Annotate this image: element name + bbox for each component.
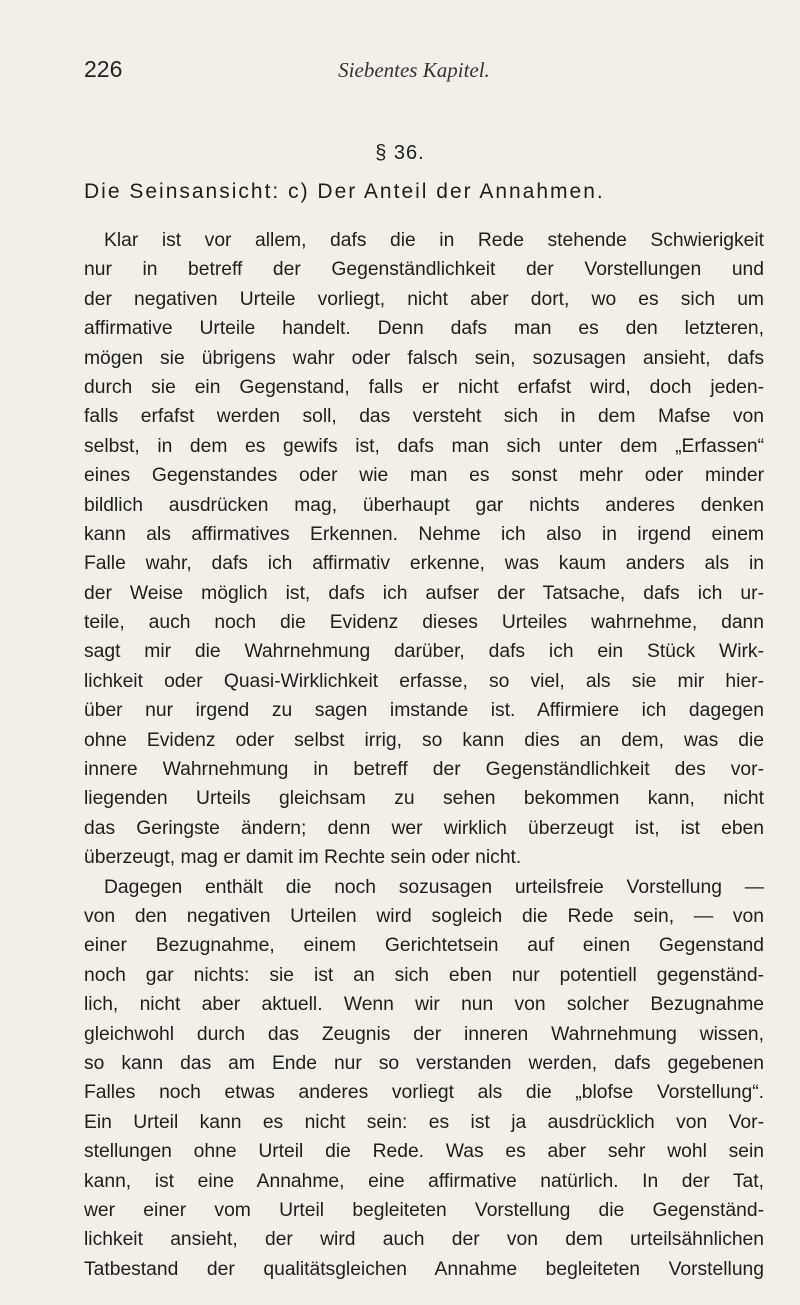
text-line: das Geringste ändern; denn wer wirklich überzeugt ist, ist eben xyxy=(84,817,764,839)
body-text xyxy=(84,226,764,1284)
text-line: kann, ist eine Annahme, eine affirmative natürlich. In der Tat, xyxy=(84,1170,764,1192)
text-line: durch sie ein Gegenstand, falls er nicht erfafst wird, doch jeden- xyxy=(84,376,764,398)
section-number: § 36. xyxy=(375,142,425,164)
text-line: eines Gegenstandes oder wie man es sonst mehr oder minder xyxy=(84,465,764,487)
text-line: der Weise möglich ist, dafs ich aufser der Tatsache, dafs ich ur- xyxy=(84,582,764,604)
text-line: innere Wahrnehmung in betreff der Gegenständlichkeit des vor- xyxy=(84,759,764,781)
section-heading: Die Seinsansicht: c) Der Anteil der Annahmen. xyxy=(84,180,605,203)
text-line: affirmative Urteile handelt. Denn dafs man es den letzteren, xyxy=(84,318,764,340)
text-line: so kann das am Ende nur so verstanden werden, dafs gegebenen xyxy=(84,1052,764,1074)
text-line: falls erfafst werden soll, das versteht sich in dem Mafse von xyxy=(84,406,764,428)
running-title: Siebentes Kapitel. xyxy=(338,58,490,82)
text-line: der negativen Urteile vorliegt, nicht aber dort, wo es sich um xyxy=(84,288,764,310)
page-header xyxy=(84,56,744,86)
text-line: mögen sie übrigens wahr oder falsch sein, sozusagen ansieht, dafs xyxy=(84,347,764,369)
text-line: lichkeit ansieht, der wird auch der von dem urteilsähnlichen xyxy=(84,1229,764,1251)
page-number: 226 xyxy=(84,56,123,82)
text-line: Ein Urteil kann es nicht sein: es ist ja ausdrücklich von Vor- xyxy=(84,1111,764,1133)
text-line: gleichwohl durch das Zeugnis der inneren Wahrnehmung wissen, xyxy=(84,1023,764,1045)
text-line: Tatbestand der qualitätsgleichen Annahme begleiteten Vorstellung xyxy=(84,1258,764,1280)
text-line: lich, nicht aber aktuell. Wenn wir nun von solcher Bezugnahme xyxy=(84,994,764,1016)
text-line: Falle wahr, dafs ich affirmativ erkenne, was kaum anders als in xyxy=(84,553,764,575)
text-line: bildlich ausdrücken mag, überhaupt gar nichts anderes denken xyxy=(84,494,764,516)
text-line: lichkeit oder Quasi-Wirklichkeit erfasse, so viel, als sie mir hier- xyxy=(84,670,764,692)
text-line: ohne Evidenz oder selbst irrig, so kann dies an dem, was die xyxy=(84,729,764,751)
text-line: Dagegen enthält die noch sozusagen urteilsfreie Vorstellung — xyxy=(104,876,764,898)
text-line: noch gar nichts: sie ist an sich eben nur potentiell gegenständ- xyxy=(84,964,764,986)
text-line: selbst, in dem es gewifs ist, dafs man sich unter dem „Erfassen“ xyxy=(84,435,764,457)
text-line: stellungen ohne Urteil die Rede. Was es aber sehr wohl sein xyxy=(84,1141,764,1163)
text-line: liegenden Urteils gleichsam zu sehen bekommen kann, nicht xyxy=(84,788,764,810)
text-line: von den negativen Urteilen wird sogleich die Rede sein, — von xyxy=(84,905,764,927)
text-line: teile, auch noch die Evidenz dieses Urteiles wahrnehme, dann xyxy=(84,612,764,634)
text-line: einer Bezugnahme, einem Gerichtetsein auf einen Gegenstand xyxy=(84,935,764,957)
text-line: Klar ist vor allem, dafs die in Rede stehende Schwierigkeit xyxy=(104,230,764,251)
text-line: wer einer vom Urteil begleiteten Vorstellung die Gegenständ- xyxy=(84,1199,764,1221)
text-line: über nur irgend zu sagen imstande ist. Affirmiere ich dagegen xyxy=(84,700,764,722)
text-line: überzeugt, mag er damit im Rechte sein oder nicht. xyxy=(84,847,522,869)
text-line: Falles noch etwas anderes vorliegt als die „blofse Vorstellung“. xyxy=(84,1082,764,1104)
text-line: nur in betreff der Gegenständlichkeit der Vorstellungen und xyxy=(84,259,764,281)
text-line: kann als affirmatives Erkennen. Nehme ich also in irgend einem xyxy=(84,523,764,545)
text-line: sagt mir die Wahrnehmung darüber, dafs ich ein Stück Wirk- xyxy=(84,641,764,663)
